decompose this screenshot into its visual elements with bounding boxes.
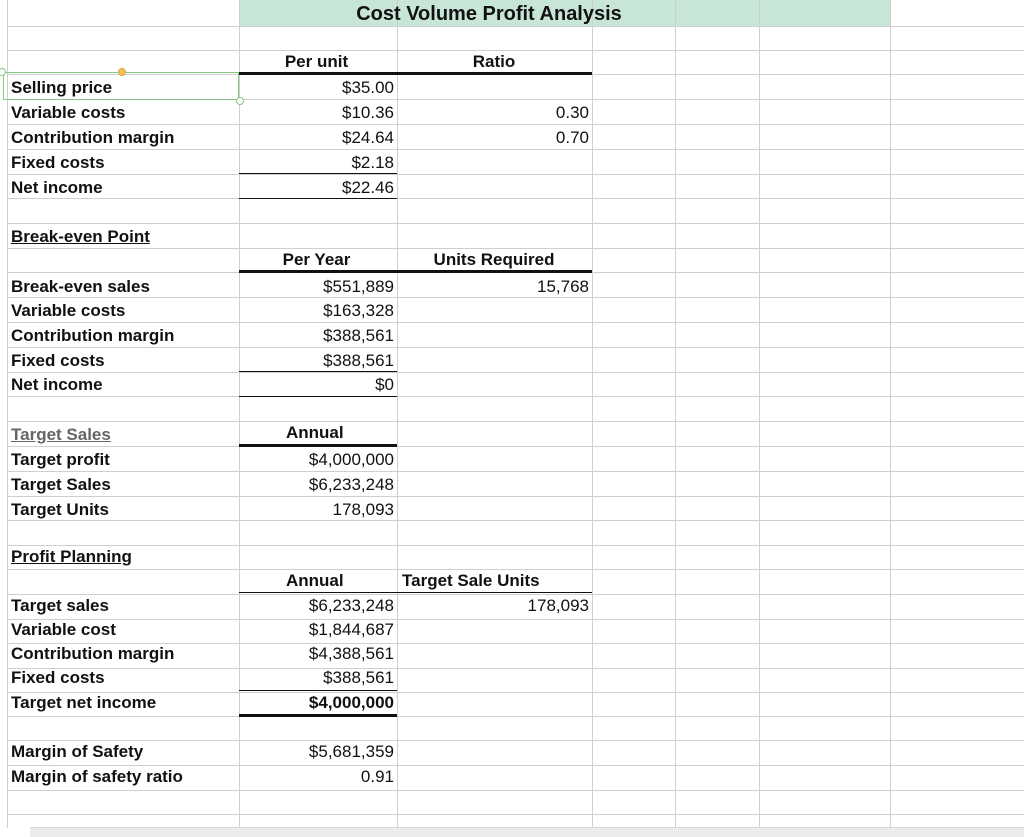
grid-line xyxy=(7,790,1024,791)
row-label-net-income[interactable]: Net income xyxy=(11,375,103,394)
cell-variable-cost[interactable]: $1,844,687 xyxy=(308,620,394,639)
grid-line xyxy=(7,446,1024,447)
cell-units-required[interactable]: 15,768 xyxy=(537,277,589,296)
total-rule xyxy=(239,714,397,717)
cell-variable-costs[interactable]: $10.36 xyxy=(342,103,394,122)
cell-target-net-income[interactable]: $4,000,000 xyxy=(308,693,394,712)
cell-net-income[interactable]: $22.46 xyxy=(342,178,394,197)
grid-line xyxy=(7,520,1024,521)
total-rule xyxy=(239,198,397,199)
cell-variable-ratio[interactable]: 0.30 xyxy=(555,103,589,122)
cell-contribution-margin[interactable]: $388,561 xyxy=(323,326,394,345)
header-underline xyxy=(239,270,592,273)
row-label-target-net-income[interactable]: Target net income xyxy=(11,693,157,712)
subtotal-rule xyxy=(239,173,397,174)
grid-line xyxy=(7,716,1024,717)
selection-handle[interactable] xyxy=(236,97,244,105)
grid-line xyxy=(7,26,1024,27)
grid-line xyxy=(7,668,1024,669)
col-header-target-sale-units: Target Sale Units xyxy=(402,571,540,590)
cell-target-sales[interactable]: $6,233,248 xyxy=(308,475,394,494)
cell-selling-price[interactable]: $35.00 xyxy=(342,78,394,97)
cell-selection-box[interactable] xyxy=(3,72,239,100)
cell-margin-of-safety-ratio[interactable]: 0.91 xyxy=(360,767,394,786)
row-label-variable-costs[interactable]: Variable costs xyxy=(11,301,126,320)
cell-fixed-costs[interactable]: $388,561 xyxy=(323,351,394,370)
cell-target-profit[interactable]: $4,000,000 xyxy=(308,450,394,469)
section-title-target-sales[interactable]: Target Sales xyxy=(11,425,111,444)
grid-line xyxy=(7,471,1024,472)
cell-target-units[interactable]: 178,093 xyxy=(332,500,394,519)
cell-contribution-margin[interactable]: $4,388,561 xyxy=(308,644,394,663)
row-label-target-sales[interactable]: Target sales xyxy=(11,596,109,615)
selection-handle[interactable] xyxy=(118,68,126,76)
row-label-variable-cost[interactable]: Variable cost xyxy=(11,620,116,639)
header-underline xyxy=(239,592,592,593)
col-header-per-year: Per Year xyxy=(282,250,351,269)
grid-line xyxy=(7,421,1024,422)
col-header-per-unit: Per unit xyxy=(284,52,349,71)
grid-line xyxy=(7,692,1024,693)
row-label-net-income[interactable]: Net income xyxy=(11,178,103,197)
row-label-margin-of-safety-ratio[interactable]: Margin of safety ratio xyxy=(11,767,183,786)
header-underline xyxy=(239,444,397,447)
grid-line xyxy=(7,814,1024,815)
grid-line xyxy=(7,740,1024,741)
section-title-profit-planning[interactable]: Profit Planning xyxy=(11,547,132,566)
cell-contribution-ratio[interactable]: 0.70 xyxy=(555,128,589,147)
cell-break-even-sales[interactable]: $551,889 xyxy=(323,277,394,296)
cell-fixed-costs[interactable]: $2.18 xyxy=(351,153,394,172)
section-title-break-even[interactable]: Break-even Point xyxy=(11,227,150,246)
row-label-contribution-margin[interactable]: Contribution margin xyxy=(11,644,175,663)
row-label-selling-price[interactable]: Selling price xyxy=(11,78,113,97)
row-label-variable-costs[interactable]: Variable costs xyxy=(11,103,126,122)
grid-line xyxy=(7,322,1024,323)
row-label-break-even-sales[interactable]: Break-even sales xyxy=(11,277,150,296)
grid-line xyxy=(7,396,1024,397)
cell-net-income[interactable]: $0 xyxy=(375,375,394,394)
row-label-fixed-costs[interactable]: Fixed costs xyxy=(11,351,105,370)
grid-line xyxy=(7,223,1024,224)
grid-line xyxy=(7,496,1024,497)
sheet-title: Cost Volume Profit Analysis xyxy=(356,3,622,25)
subtotal-rule xyxy=(239,371,397,372)
row-label-target-profit[interactable]: Target profit xyxy=(11,450,110,469)
cell-contribution-margin[interactable]: $24.64 xyxy=(342,128,394,147)
total-rule xyxy=(239,396,397,397)
col-header-ratio: Ratio xyxy=(472,52,516,71)
row-label-fixed-costs[interactable]: Fixed costs xyxy=(11,153,105,172)
row-label-margin-of-safety[interactable]: Margin of Safety xyxy=(11,742,144,761)
row-label-contribution-margin[interactable]: Contribution margin xyxy=(11,128,175,147)
grid-line xyxy=(7,174,1024,175)
cell-fixed-costs[interactable]: $388,561 xyxy=(323,668,394,687)
cell-variable-costs[interactable]: $163,328 xyxy=(323,301,394,320)
grid-line xyxy=(7,619,1024,620)
grid-line xyxy=(7,372,1024,373)
grid-line xyxy=(7,545,1024,546)
row-label-fixed-costs[interactable]: Fixed costs xyxy=(11,668,105,687)
cell-target-sale-units[interactable]: 178,093 xyxy=(527,596,589,615)
cell-margin-of-safety[interactable]: $5,681,359 xyxy=(308,742,394,761)
col-header-annual: Annual xyxy=(286,571,344,590)
row-label-target-sales[interactable]: Target Sales xyxy=(11,475,111,494)
cell-target-sales[interactable]: $6,233,248 xyxy=(308,596,394,615)
row-label-contribution-margin[interactable]: Contribution margin xyxy=(11,326,175,345)
header-underline xyxy=(239,72,592,75)
col-header-units-required: Units Required xyxy=(433,250,555,269)
row-label-target-units[interactable]: Target Units xyxy=(11,500,109,519)
col-header-annual: Annual xyxy=(286,423,344,442)
grid-line xyxy=(7,198,1024,199)
